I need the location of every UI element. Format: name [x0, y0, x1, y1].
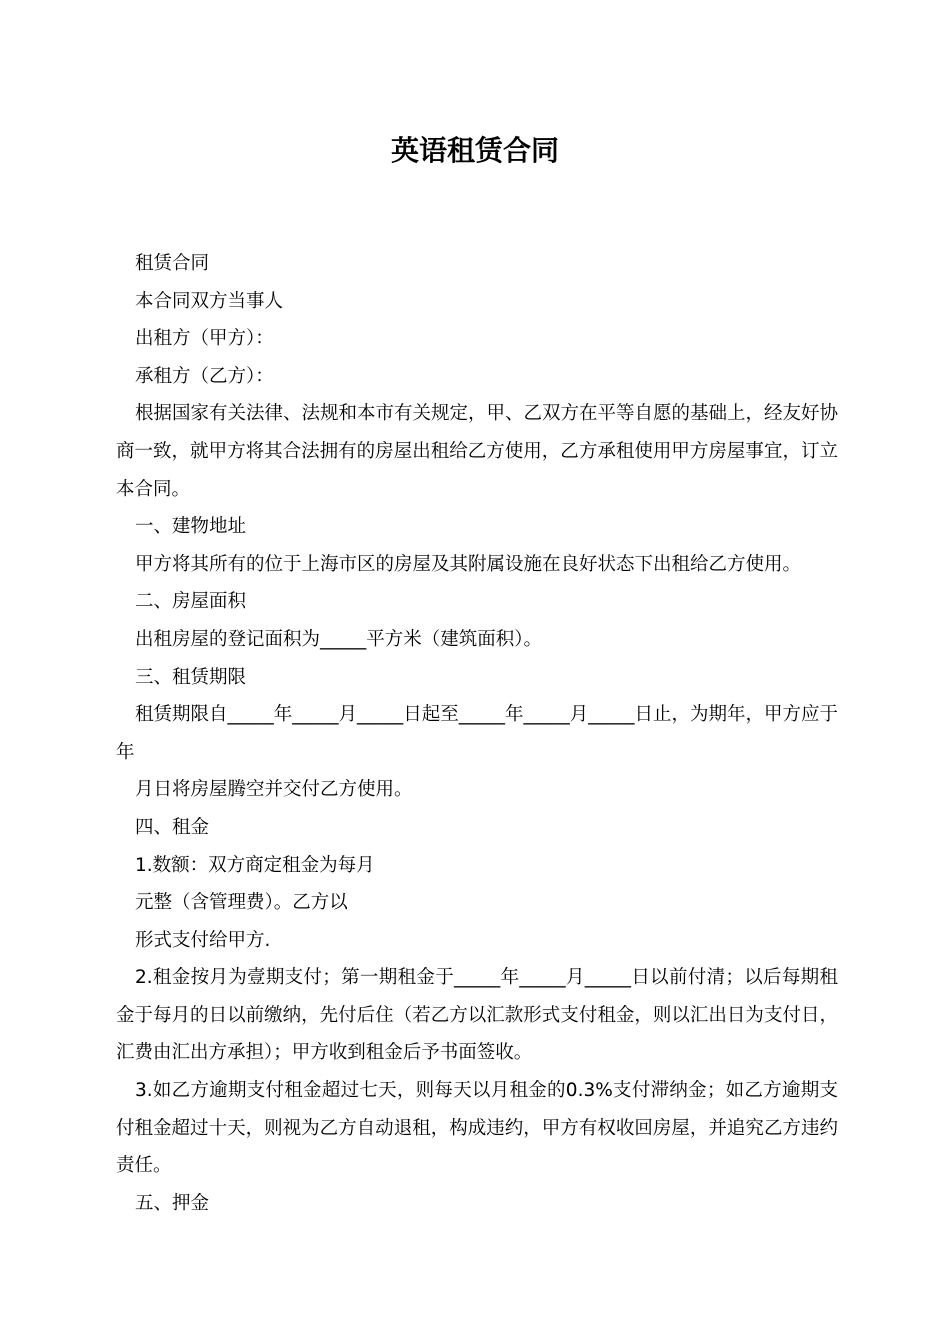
paragraph: 承租方（乙方）：	[135, 365, 274, 387]
paragraph: 1.数额：双方商定租金为每月	[135, 854, 375, 876]
paragraph: 根据国家有关法律、法规和本市有关规定，甲、乙双方在平等自愿的基础上，经友好协商一致，就甲方将其合法拥有的房屋出租给乙方使用，乙方承租使用甲方房屋事宜，订立本合同。	[116, 403, 839, 500]
paragraph: 元整（含管理费）。乙方以	[135, 892, 348, 914]
paragraph: 形式支付给甲方.	[135, 929, 271, 951]
paragraph: 出租方（甲方）：	[135, 328, 274, 350]
paragraph: 租赁期限自_____年_____月_____日起至_____年_____月_____日止，为期年，甲方应于年	[116, 704, 839, 763]
section-heading: 四、租金	[135, 816, 210, 838]
paragraph: 租赁合同	[135, 253, 210, 274]
section-heading: 二、房屋面积	[135, 591, 247, 613]
paragraph: 甲方将其所有的位于上海市区的房屋及其附属设施在良好状态下出租给乙方使用。	[135, 553, 802, 575]
section-heading: 五、押金	[135, 1192, 210, 1214]
paragraph: 3.如乙方逾期支付租金超过七天，则每天以月租金的0.3%支付滞纳金；如乙方逾期支付租金超过十天，则视为乙方自动退租，构成违约，甲方有权收回房屋，并追究乙方违约责任。	[116, 1080, 838, 1177]
document-title: 英语租赁合同	[390, 134, 559, 167]
paragraph: 出租房屋的登记面积为_____平方米（建筑面积）。	[135, 628, 543, 650]
document-body	[116, 245, 838, 1222]
paragraph: 月日将房屋腾空并交付乙方使用。	[135, 779, 413, 801]
paragraph: 本合同双方当事人	[135, 290, 284, 312]
paragraph: 2.租金按月为壹期支付；第一期租金于_____年_____月_____日以前付清；以后每期租金于每月的日以前缴纳，先付后住（若乙方以汇款形式支付租金，则以汇出日为支付日，汇费由汇出方承担）；甲方收到租金后予书面签收。	[116, 967, 838, 1064]
section-heading: 三、租赁期限	[135, 666, 247, 688]
section-heading: 一、建物地址	[135, 516, 247, 538]
